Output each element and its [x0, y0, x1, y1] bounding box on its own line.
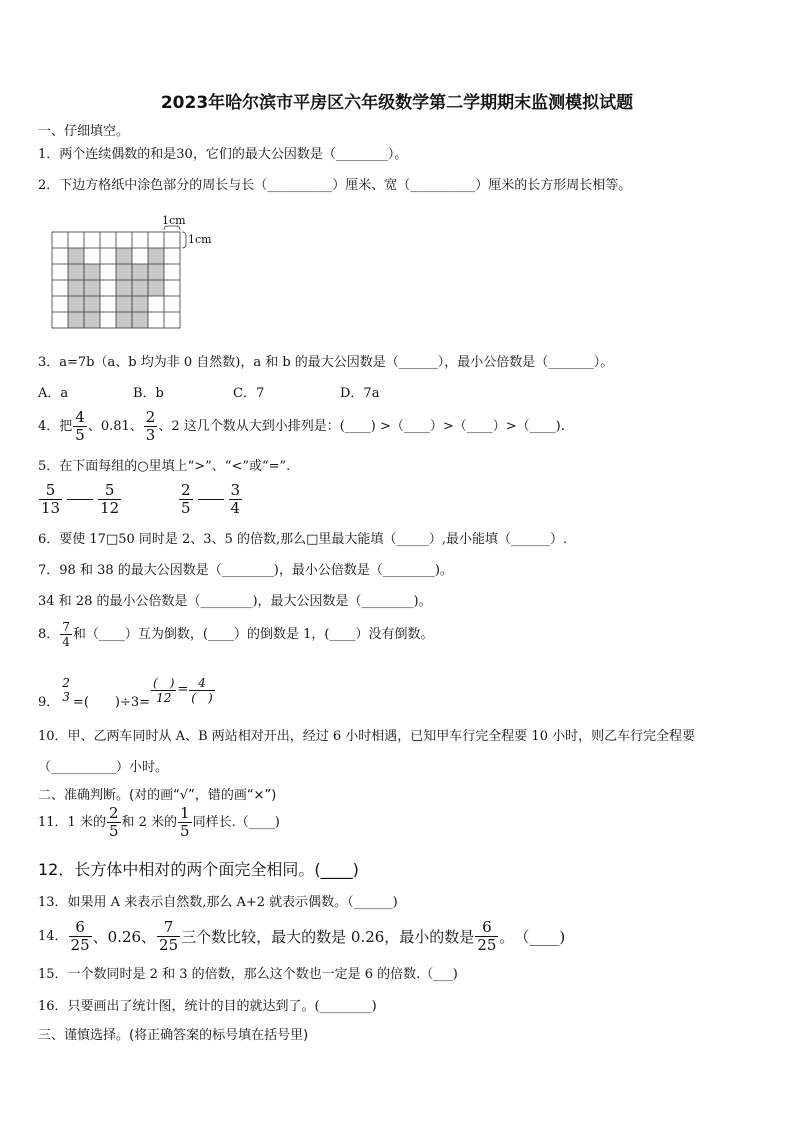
question-11 [38, 806, 280, 839]
question-15: 15．一个数同时是 2 和 3 的倍数，那么这个数也一定是 6 的倍数.（___) [38, 967, 458, 982]
question-9 [38, 668, 216, 712]
q14-fraction-3 [475, 920, 498, 953]
denominator: 5 [108, 822, 119, 840]
q14-mid: 、0.26、 [92, 927, 157, 946]
q3-option-b: B．b [133, 386, 164, 401]
q5-pair1-right [98, 483, 121, 516]
question-5: 5．在下面每组的○里填上“>”、“<”或“=”. [38, 459, 291, 474]
question-10-line-2: （__________）小时。 [38, 760, 169, 775]
q5-pair1-left [39, 483, 62, 516]
question-7b: 34 和 28 的最小公倍数是（________)，最大公因数是（________)。 [38, 594, 432, 609]
q11-mid: 和 2 米的 [121, 814, 178, 830]
q8-fraction [60, 621, 72, 648]
question-2: 2．下边方格纸中涂色部分的周长与长（__________）厘米、宽（__________）厘米的长方形周长相等。 [38, 178, 632, 193]
compare-blank [67, 499, 93, 500]
numerator: 2 [62, 676, 70, 690]
q14-tail: 。 （____) [499, 927, 566, 946]
denominator: 3 [145, 426, 156, 444]
denominator: 13 [41, 499, 61, 517]
question-1: 1．两个连续偶数的和是30，它们的最大公因数是（________）。 [38, 147, 408, 162]
denominator: 4 [230, 499, 241, 517]
question-3: 3．a=7b（a、b 均为非 0 自然数)，a 和 b 的最大公因数是（______），最小公倍数是（_______）。 [38, 355, 614, 370]
q14-fraction-2 [157, 920, 180, 953]
denominator: 25 [159, 936, 179, 954]
q9-fraction-2 [151, 677, 176, 704]
section-1-heading: 一、仔细填空。 [38, 124, 130, 139]
numerator: 2 [181, 481, 191, 499]
grid-height-label: 1cm [188, 233, 212, 246]
q4-mid: 、0.81、 [87, 418, 143, 434]
section-2-heading: 二、准确判断。(对的画“√”，错的画“×”) [38, 788, 277, 803]
numerator: 7 [62, 620, 70, 634]
grid-width-label: 1cm [162, 214, 186, 227]
grid-figure [50, 222, 190, 330]
q3-option-c: C．7 [233, 386, 265, 401]
question-14 [38, 920, 565, 953]
denominator: 25 [70, 936, 90, 954]
denominator: ( ) [191, 690, 213, 705]
q9-eq1: =( )÷3= [72, 695, 151, 710]
q4-fraction-1 [73, 410, 87, 443]
numerator: 6 [69, 920, 92, 937]
page-title: 2023年哈尔滨市平房区六年级数学第二学期期末监测模拟试题 [160, 93, 634, 113]
denominator: 5 [75, 426, 85, 444]
q5-pair2-left [179, 483, 193, 516]
q11-prefix: 11．1 米的 [38, 814, 106, 830]
denominator: 12 [156, 690, 172, 705]
q4-fraction-2 [144, 410, 158, 443]
q4-prefix: 4．把 [38, 418, 73, 434]
question-13: 13．如果用 A 来表示自然数,那么 A+2 就表示偶数。（______) [38, 895, 398, 910]
question-7a: 7．98 和 38 的最大公因数是（________)，最小公倍数是（________)。 [38, 563, 453, 578]
q5-pair-2 [178, 483, 243, 516]
numerator: 2 [145, 408, 156, 426]
q14-text: 三个数比较，最大的数是 0.26，最小的数是 [181, 927, 475, 946]
q14-fraction-1 [69, 920, 92, 953]
question-6: 6．要使 17□50 同时是 2、3、5 的倍数,那么□里最大能填（_____）,最小能填（______）. [38, 532, 568, 547]
question-16: 16．只要画出了统计图，统计的目的就达到了。(________) [38, 999, 377, 1014]
question-4 [38, 410, 565, 443]
q3-option-d: D．7a [340, 386, 380, 401]
q5-pair-1 [38, 483, 122, 516]
q8-tail: 和（____）互为倒数，(____）的倒数是 1，(____）没有倒数。 [72, 626, 434, 642]
question-12 [38, 857, 359, 880]
q11-fraction-1 [107, 806, 121, 839]
q9-prefix: 9． [38, 695, 60, 710]
q4-tail: 、2 这几个数从大到小排列是：(____) >（____）>（____）>（____). [158, 418, 565, 434]
numerator: 2 [108, 804, 119, 822]
section-3-heading: 三、谨慎选择。(将正确答案的标号填在括号里) [38, 1028, 309, 1043]
compare-blank [198, 499, 224, 500]
denominator: 25 [477, 936, 497, 954]
numerator: ( ) [153, 675, 175, 690]
width-brace [164, 226, 180, 230]
numerator: 1 [180, 804, 190, 822]
height-brace [182, 232, 186, 248]
question-10-line-1: 10．甲、乙两车同时从 A、B 两站相对开出，经过 6 小时相遇，已知甲车行完全程要 10 小时，则乙车行完全程要 [38, 729, 696, 744]
q11-tail: 同样长.（____) [192, 814, 280, 830]
q12-text: 12．长方体中相对的两个面完全相同。(____) [38, 860, 359, 879]
q9-fraction-1 [60, 677, 72, 703]
numerator: 5 [98, 483, 121, 500]
q11-fraction-2 [178, 806, 192, 839]
numerator: 3 [230, 481, 241, 499]
q3-option-a: A．a [38, 386, 69, 401]
numerator: 4 [189, 677, 214, 691]
denominator: 3 [62, 690, 70, 704]
numerator: 4 [75, 408, 85, 426]
q14-prefix: 14． [38, 928, 68, 944]
q8-prefix: 8． [38, 626, 60, 642]
denominator: 5 [180, 822, 190, 840]
question-8 [38, 621, 433, 648]
q5-pair2-right [229, 483, 243, 516]
q9-fraction-3 [189, 677, 214, 704]
numerator: 6 [475, 920, 498, 937]
numerator: 5 [39, 483, 62, 500]
q9-eq2: = [177, 682, 189, 697]
numerator: 7 [157, 920, 180, 937]
denominator: 5 [181, 499, 191, 517]
denominator: 12 [100, 499, 120, 517]
denominator: 4 [62, 635, 70, 649]
